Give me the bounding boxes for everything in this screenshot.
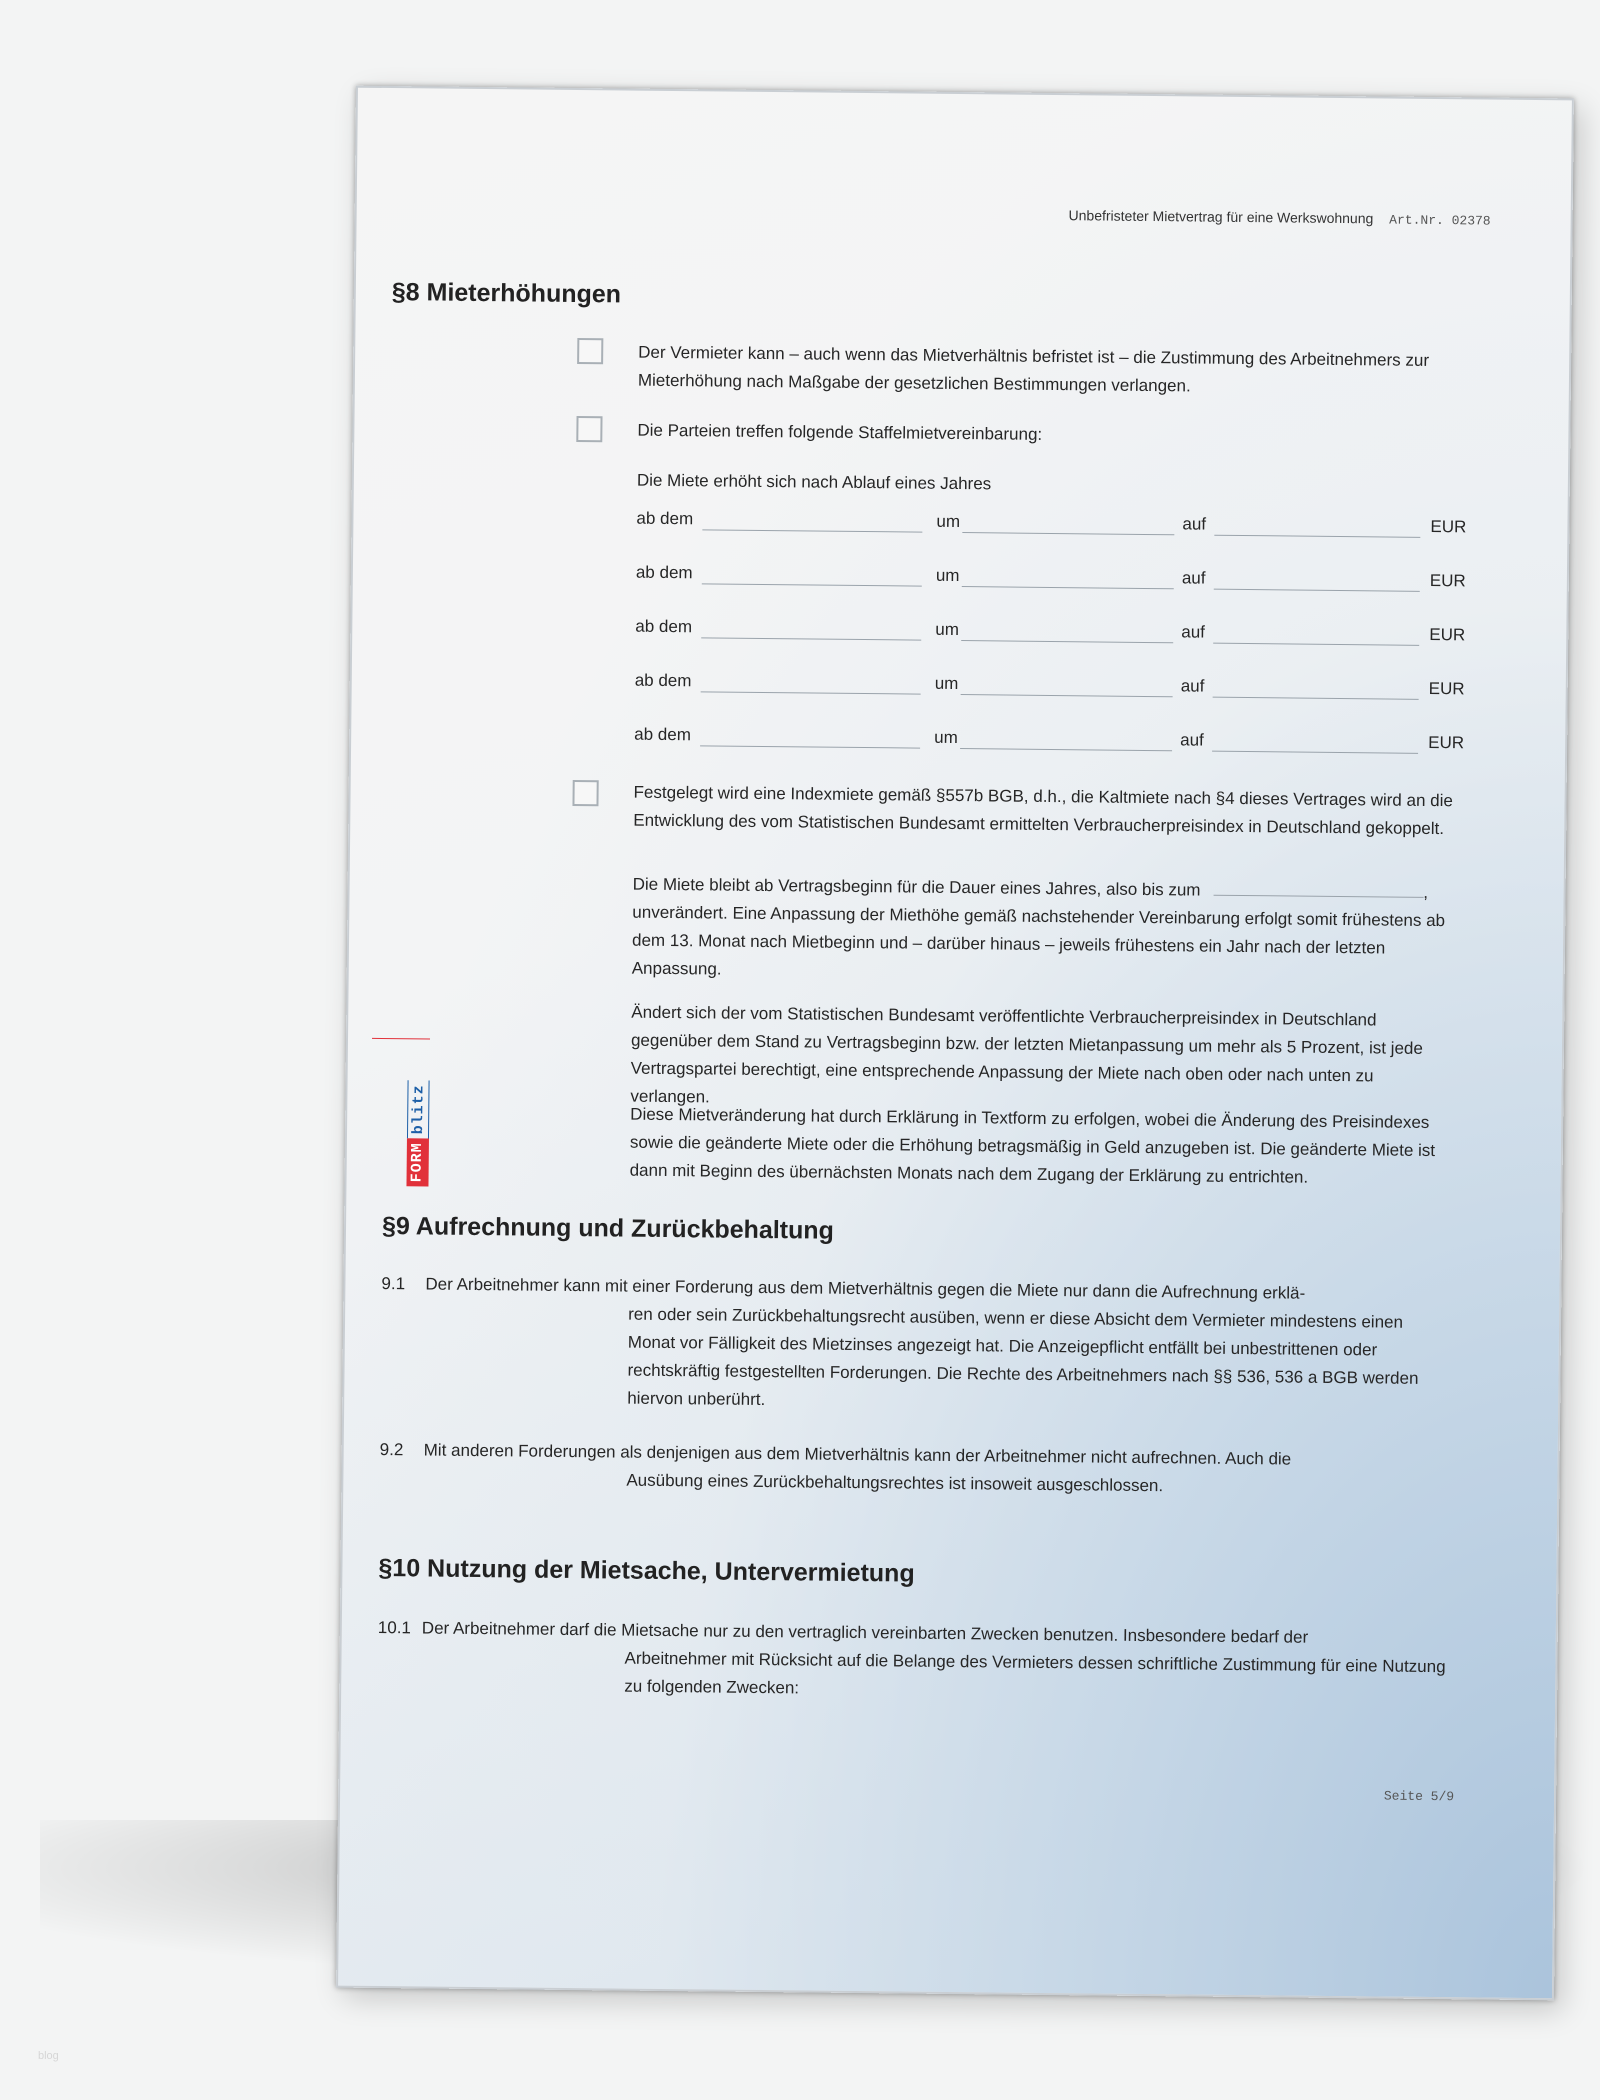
row-label-auf: auf	[1181, 568, 1206, 588]
date-field[interactable]	[700, 745, 920, 748]
increase-field[interactable]	[962, 586, 1174, 589]
staffel-row	[635, 562, 1466, 598]
clause-10-1-first-line: Der Arbeitnehmer darf die Mietsache nur zu den vertraglich vereinbarten Zwecken benutzen. Insbesondere bedarf der	[421, 1618, 1309, 1647]
amount-field[interactable]	[1214, 589, 1420, 592]
logo-accent-line	[372, 1038, 430, 1040]
clause-10-1-text: Arbeitnehmer mit Rücksicht auf die Belange des Vermieters dessen schriftliche Zustimmung für eine Nutzung zu folgenden Zwecken:	[624, 1648, 1446, 1698]
row-label-ab-dem: ab dem	[635, 562, 693, 583]
amount-field[interactable]	[1212, 751, 1418, 754]
row-label-eur: EUR	[1430, 516, 1467, 537]
checkbox-option-3[interactable]	[572, 780, 598, 806]
date-field[interactable]	[702, 529, 922, 532]
staffel-row	[634, 670, 1465, 706]
row-label-ab-dem: ab dem	[635, 616, 693, 637]
date-field[interactable]	[701, 691, 921, 694]
staffel-row	[636, 508, 1467, 544]
logo-text	[406, 1040, 430, 1186]
date-field[interactable]	[702, 583, 922, 586]
section-8-option-3-paragraph-1: Die Miete bleibt ab Vertragsbeginn für die Dauer eines Jahres, also bis zum , unverändert. Eine Anpassung der Miethöhe gemäß nachstehender Vereinbarung erfolgt somit frühestens ab dem 13. Monat nach Mietbeginn und – darüber hinaus – jeweils frühestens ein Jahr nach der letzten Anpassung.	[631, 874, 1446, 979]
row-label-auf: auf	[1182, 514, 1207, 534]
logo-form: FORM	[406, 1138, 429, 1186]
section-8-option-2-text: Die Parteien treffen folgende Staffelmietvereinbarung:	[637, 420, 1043, 444]
section-10-heading: §10 Nutzung der Mietsache, Untervermietung	[378, 1553, 915, 1588]
date-until-field[interactable]	[1213, 877, 1423, 898]
row-label-ab-dem: ab dem	[634, 670, 692, 691]
increase-field[interactable]	[962, 532, 1174, 535]
clause-number: 10.1	[377, 1617, 412, 1638]
section-8-heading: §8 Mieterhöhungen	[391, 278, 622, 309]
amount-field[interactable]	[1213, 697, 1419, 700]
amount-field[interactable]	[1213, 643, 1419, 646]
section-8-option-3-text: Festgelegt wird eine Indexmiete gemäß §557b BGB, d.h., die Kaltmiete nach §4 dieses Vertrages wird an die Entwicklung des vom Statistischen Bundesamt ermittelten Verbraucherpreisindex in Deutschland gekoppelt.	[633, 782, 1453, 839]
paragraph-1-start: Die Miete bleibt ab Vertragsbeginn für die Dauer eines Jahres, also bis zum	[632, 874, 1201, 900]
row-label-um: um	[936, 511, 961, 532]
row-label-um: um	[935, 565, 960, 586]
checkbox-option-2[interactable]	[576, 416, 602, 442]
row-label-eur: EUR	[1428, 678, 1465, 699]
section-8-option-1-text: Der Vermieter kann – auch wenn das Mietverhältnis befristet ist – die Zustimmung des Arbeitnehmers zur Mieterhöhung nach Maßgabe der gesetzlichen Bestimmungen verlangen.	[637, 342, 1430, 396]
date-field[interactable]	[701, 637, 921, 640]
staffel-row	[635, 616, 1466, 652]
staffel-row	[634, 724, 1465, 760]
row-label-ab-dem: ab dem	[634, 724, 692, 745]
row-label-auf: auf	[1181, 622, 1206, 642]
row-label-um: um	[934, 727, 958, 748]
checkbox-option-1[interactable]	[577, 338, 603, 364]
row-label-um: um	[935, 619, 960, 640]
document-page	[336, 86, 1574, 2001]
clause-9-2-first-line: Mit anderen Forderungen als denjenigen aus dem Mietverhältnis kann der Arbeitnehmer nicht aufrechnen. Auch die	[423, 1440, 1292, 1469]
section-9-heading: §9 Aufrechnung und Zurückbehaltung	[381, 1212, 835, 1245]
formblitz-logo	[406, 1038, 430, 1188]
logo-blitz: blitz	[407, 1080, 430, 1138]
section-8-option-3-paragraph-2: Ändert sich der vom Statistischen Bundesamt veröffentlichte Verbraucherpreisindex in Deutschland gegenüber dem Stand zu Vertragsbeginn bzw. der letzten Mietanpassung um mehr als 5 Prozent, ist jede Vertragspartei berechtigt, eine entsprechende Anpassung der Miete nach oben oder nach unten zu verlangen.	[630, 1002, 1423, 1107]
row-label-ab-dem: ab dem	[636, 508, 694, 529]
page-number: Seite 5/9	[1383, 1788, 1455, 1805]
row-label-eur: EUR	[1428, 732, 1465, 753]
section-8-option-2-subtext: Die Miete erhöht sich nach Ablauf eines Jahres	[636, 470, 992, 494]
increase-field[interactable]	[961, 640, 1173, 643]
clause-number: 9.1	[381, 1274, 406, 1294]
page-header	[1068, 207, 1490, 228]
increase-field[interactable]	[960, 748, 1172, 751]
document-title: Unbefristeter Mietvertrag für eine Werkswohnung	[1068, 207, 1374, 227]
row-label-eur: EUR	[1429, 570, 1466, 591]
amount-field[interactable]	[1214, 535, 1420, 538]
row-label-auf: auf	[1180, 676, 1205, 696]
increase-field[interactable]	[961, 694, 1173, 697]
row-label-um: um	[934, 673, 959, 694]
watermark: blog	[38, 2050, 59, 2062]
row-label-auf: auf	[1180, 730, 1204, 750]
section-8-option-3-paragraph-3: Diese Mietveränderung hat durch Erklärung in Textform zu erfolgen, wobei die Änderung des Preisindexes sowie die geänderte Miete oder die Erhöhung betragsmäßig in Geld anzugeben ist. Die geänderte Miete ist dann mit Beginn des übernächsten Monats nach dem Zugang der Erklärung zu entrichten.	[629, 1104, 1436, 1187]
paragraph-1-rest: unverändert. Eine Anpassung der Miethöhe gemäß nachstehender Vereinbarung erfolgt somit frühestens ab dem 13. Monat nach Mietbeginn und – darüber hinaus – jeweils frühestens ein Jahr nach der letzten Anpassung.	[631, 902, 1446, 979]
clause-9-1-first-line: Der Arbeitnehmer kann mit einer Forderung aus dem Mietverhältnis gegen die Miete nur dann die Aufrechnung erklä-	[425, 1274, 1306, 1303]
clause-9-2-text: Ausübung eines Zurückbehaltungsrechtes ist insoweit ausgeschlossen.	[626, 1470, 1164, 1496]
row-label-eur: EUR	[1429, 624, 1466, 645]
clause-9-1-text: ren oder sein Zurückbehaltungsrecht ausüben, wenn er diese Absicht dem Vermieter mindestens einen Monat vor Fälligkeit des Mietzinses angezeigt hat. Die Anzeigepflicht entfällt bei unbestrittenen oder rechtskräftig festgestellten Forderungen. Die Rechte des Arbeitnehmers nach §§ 536, 536 a BGB werden hiervon unberührt.	[627, 1304, 1419, 1410]
article-number: Art.Nr. 02378	[1389, 212, 1491, 229]
clause-number: 9.2	[379, 1439, 404, 1460]
